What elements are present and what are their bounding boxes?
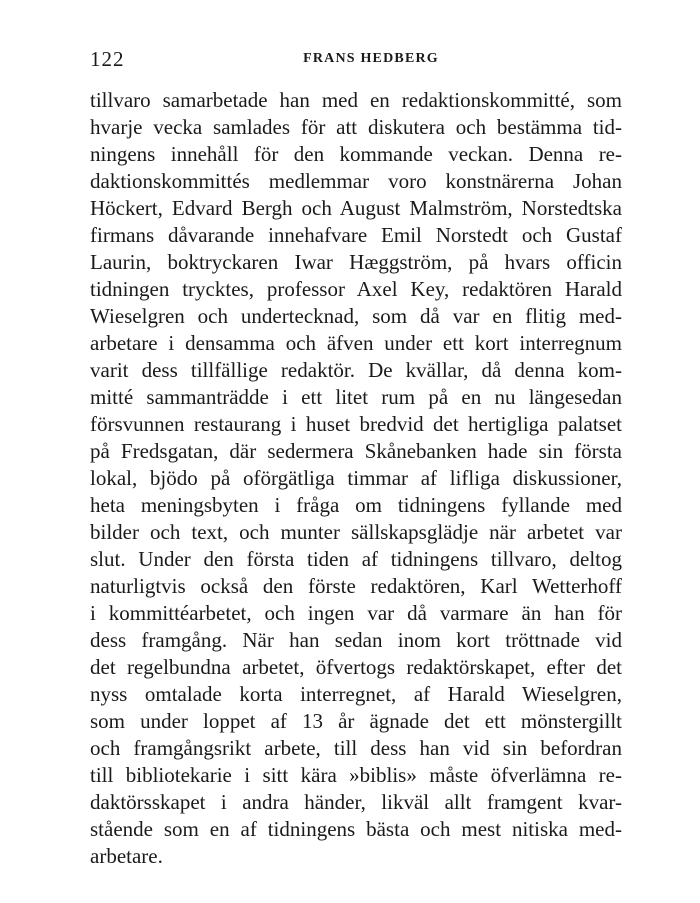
text-line: Höckert, Edvard Bergh och August Malmström, Norstedtska bbox=[90, 196, 622, 220]
text-line: mitté sammanträdde i ett litet rum på en nu längesedan bbox=[90, 385, 622, 409]
text-line: dess framgång. När han sedan inom kort tröttnade vid bbox=[90, 628, 622, 652]
text-line: hvarje vecka samlades för att diskutera och bestämma tid- bbox=[90, 115, 622, 139]
text-line: arbetare. bbox=[90, 844, 163, 868]
text-line: det regelbundna arbetet, öfvertogs redaktörskapet, efter det bbox=[90, 655, 622, 679]
text-line: som under loppet af 13 år ägnade det ett mönstergillt bbox=[90, 709, 622, 733]
text-line: arbetare i densamma och äfven under ett kort interregnum bbox=[90, 331, 622, 355]
text-line: daktionskommittés medlemmar voro konstnärerna Johan bbox=[90, 169, 622, 193]
text-line: heta meningsbyten i fråga om tidningens fyllande med bbox=[90, 493, 622, 517]
text-line: Wieselgren och undertecknad, som då var en flitig med- bbox=[90, 304, 622, 328]
text-line: Laurin, boktryckaren Iwar Hæggström, på hvars officin bbox=[90, 250, 622, 274]
text-line: bilder och text, och munter sällskapsglädje när arbetet var bbox=[90, 520, 622, 544]
text-line: försvunnen restaurang i huset bredvid det hertigliga palatset bbox=[90, 412, 622, 436]
text-line: firmans dåvarande innehafvare Emil Norstedt och Gustaf bbox=[90, 223, 622, 247]
text-line: naturligtvis också den förste redaktören, Karl Wetterhoff bbox=[90, 574, 622, 598]
running-head bbox=[90, 44, 622, 74]
text-line: till bibliotekarie i sitt kära »biblis» måste öfverlämna re- bbox=[90, 763, 622, 787]
body-text bbox=[90, 87, 622, 870]
text-line: och framgångsrikt arbete, till dess han vid sin befordran bbox=[90, 736, 622, 760]
text-line: i kommittéarbetet, och ingen var då varmare än han för bbox=[90, 601, 622, 625]
text-line: slut. Under den första tiden af tidningens tillvaro, deltog bbox=[90, 547, 622, 571]
text-line: på Fredsgatan, där sedermera Skånebanken hade sin första bbox=[90, 439, 622, 463]
page-number: 122 bbox=[90, 47, 125, 71]
text-line: lokal, bjödo på oförgätliga timmar af lifliga diskussioner, bbox=[90, 466, 622, 490]
text-line: tidningen trycktes, professor Axel Key, redaktören Harald bbox=[90, 277, 622, 301]
text-line: daktörsskapet i andra händer, likväl allt framgent kvar- bbox=[90, 790, 622, 814]
text-line: stående som en af tidningens bästa och mest nitiska med- bbox=[90, 817, 622, 841]
text-line: ningens innehåll för den kommande veckan. Denna re- bbox=[90, 142, 622, 166]
text-line: varit dess tillfällige redaktör. De kvällar, då denna kom- bbox=[90, 358, 622, 382]
running-title: FRANS HEDBERG bbox=[303, 51, 439, 66]
text-line: tillvaro samarbetade han med en redaktionskommitté, som bbox=[90, 88, 622, 112]
text-line: nyss omtalade korta interregnet, af Harald Wieselgren, bbox=[90, 682, 622, 706]
